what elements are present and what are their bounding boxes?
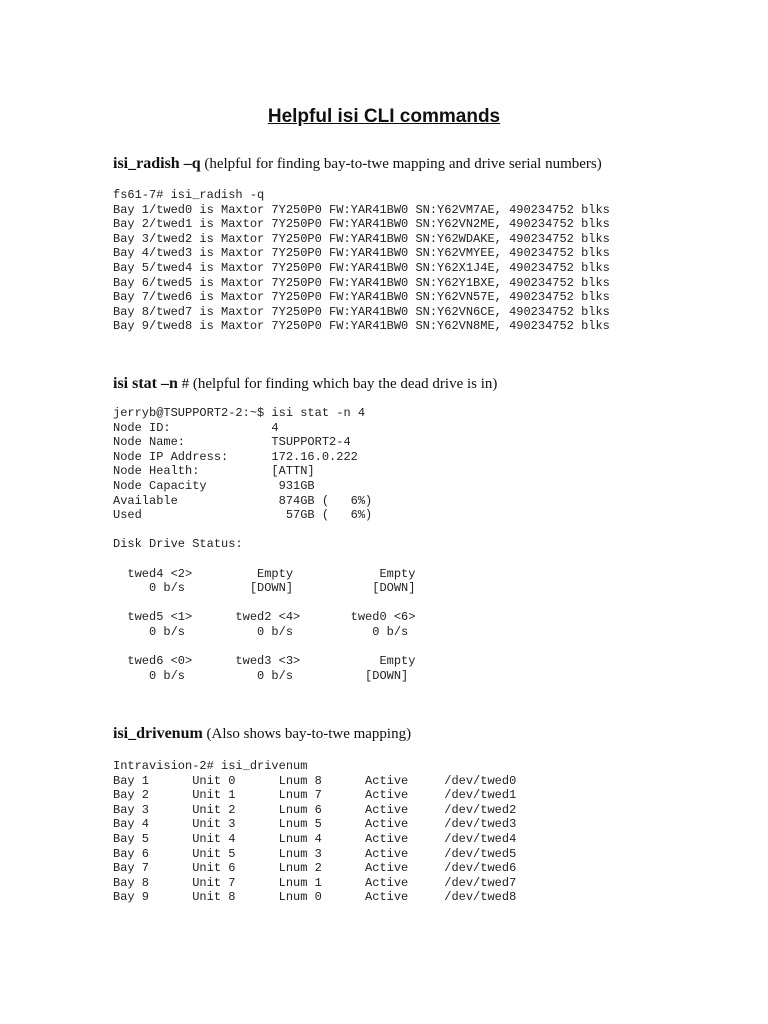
output-line: jerryb@TSUPPORT2-2:~$ isi stat -n 4 (113, 406, 366, 420)
output-line: Node Health: [ATTN] (113, 464, 315, 479)
output-line: Bay 5/twed4 is Maxtor 7Y250P0 FW:YAR41BW0 SN:Y62X1J4E, 490234752 blks (113, 260, 610, 275)
output-line: twed4 <2> Empty Empty (113, 566, 416, 581)
output-line: twed6 <0> twed3 <3> Empty (113, 654, 416, 669)
output-line: Node IP Address: 172.16.0.222 (113, 449, 358, 464)
output-line: Bay 6 Unit 5 Lnum 3 Active /dev/twed5 (113, 846, 517, 861)
output-line: Node ID: 4 (113, 420, 279, 435)
output-line: 0 b/s [DOWN] [DOWN] (113, 581, 416, 596)
output-line: Bay 4 Unit 3 Lnum 5 Active /dev/twed3 (113, 817, 517, 832)
command-name: isi_drivenum (113, 725, 203, 742)
output-line: 0 b/s 0 b/s [DOWN] (113, 668, 409, 683)
output-line: Bay 8 Unit 7 Lnum 1 Active /dev/twed7 (113, 875, 517, 890)
output-line: Bay 7 Unit 6 Lnum 2 Active /dev/twed6 (113, 861, 517, 876)
output-line: Bay 9/twed8 is Maxtor 7Y250P0 FW:YAR41BW0 SN:Y62VN8ME, 490234752 blks (113, 319, 610, 334)
output-line: Bay 3/twed2 is Maxtor 7Y250P0 FW:YAR41BW0 SN:Y62WDAKE, 490234752 blks (113, 231, 610, 246)
section-heading-isi-drivenum (113, 725, 411, 743)
page-title: Helpful isi CLI commands (267, 106, 501, 127)
output-line: twed5 <1> twed2 <4> twed0 <6> (113, 610, 416, 625)
output-line: Node Capacity 931GB (113, 478, 315, 493)
output-line (113, 596, 415, 611)
output-line (113, 523, 415, 538)
command-description: # (helpful for finding which bay the dead drive is in) (181, 376, 498, 392)
output-line: Intravision-2# isi_drivenum (113, 759, 308, 773)
output-line: Used 57GB ( 6%) (113, 508, 373, 523)
output-line: Bay 6/twed5 is Maxtor 7Y250P0 FW:YAR41BW0 SN:Y62Y1BXE, 490234752 blks (113, 275, 610, 290)
command-description: (Also shows bay-to-twe mapping) (206, 726, 412, 742)
command-name: isi stat –n (113, 375, 178, 392)
command-description: (helpful for finding bay-to-twe mapping and drive serial numbers) (204, 156, 602, 172)
output-line: Bay 9 Unit 8 Lnum 0 Active /dev/twed8 (113, 890, 517, 905)
output-line: Bay 7/twed6 is Maxtor 7Y250P0 FW:YAR41BW0 SN:Y62VN57E, 490234752 blks (113, 290, 610, 305)
output-line (113, 640, 415, 655)
output-line: Bay 1 Unit 0 Lnum 8 Active /dev/twed0 (113, 773, 517, 788)
output-line: Bay 2/twed1 is Maxtor 7Y250P0 FW:YAR41BW0 SN:Y62VN2ME, 490234752 blks (113, 217, 610, 232)
output-line: Bay 3 Unit 2 Lnum 6 Active /dev/twed2 (113, 802, 517, 817)
section-heading-isi-radish (113, 155, 602, 173)
output-line: Bay 2 Unit 1 Lnum 7 Active /dev/twed1 (113, 788, 517, 803)
output-line: Node Name: TSUPPORT2-4 (113, 435, 351, 450)
output-line: Bay 8/twed7 is Maxtor 7Y250P0 FW:YAR41BW0 SN:Y62VN6CE, 490234752 blks (113, 304, 610, 319)
output-line: Bay 4/twed3 is Maxtor 7Y250P0 FW:YAR41BW0 SN:Y62VMYEE, 490234752 blks (113, 246, 610, 261)
output-line: fs61-7# isi_radish -q (113, 188, 265, 202)
output-line: Bay 5 Unit 4 Lnum 4 Active /dev/twed4 (113, 831, 517, 846)
output-line: Available 874GB ( 6%) (113, 493, 373, 508)
command-name: isi_radish –q (113, 155, 201, 172)
isi-drivenum-output (113, 759, 516, 905)
output-line (113, 552, 415, 567)
section-heading-isi-stat (113, 375, 497, 393)
output-line: Disk Drive Status: (113, 537, 243, 552)
output-line: 0 b/s 0 b/s 0 b/s (113, 624, 409, 639)
output-line: Bay 1/twed0 is Maxtor 7Y250P0 FW:YAR41BW0 SN:Y62VM7AE, 490234752 blks (113, 202, 610, 217)
isi-stat-output (113, 406, 415, 683)
isi-radish-output (113, 188, 610, 334)
